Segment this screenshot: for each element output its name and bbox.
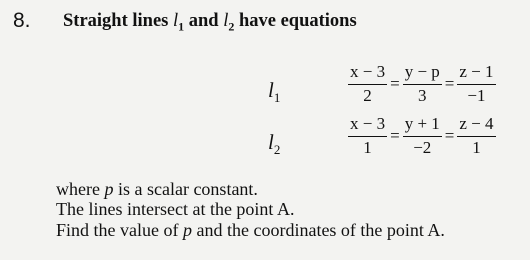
text-line-3: Find the value of p and the coordinates of the point A. (56, 220, 445, 240)
text-line-2: The lines intersect at the point A. (56, 199, 295, 219)
equals-sign: = (444, 126, 455, 145)
variable-p: p (182, 220, 192, 240)
line-1-equation (346, 62, 498, 106)
numerator: x − 3 (348, 114, 387, 137)
intro-line-2-symbol: $l_2$ (223, 11, 235, 34)
intro-prefix: Straight lines (63, 11, 169, 31)
line-2-equation (346, 114, 498, 158)
denominator: −1 (467, 86, 486, 105)
numerator: y + 1 (403, 114, 442, 137)
question-number: 8. (13, 9, 31, 32)
fraction (457, 114, 495, 158)
numerator: y − p (403, 62, 442, 85)
intro-line-1-symbol: $l_1$ (172, 11, 185, 34)
equals-sign: = (390, 74, 400, 93)
equals-sign: = (390, 126, 400, 145)
denominator: −2 (413, 138, 432, 157)
denominator: 3 (417, 86, 427, 105)
line-2-label: $l_2$ (268, 130, 281, 158)
fraction (403, 62, 442, 106)
numerator: z − 4 (457, 114, 495, 137)
equals-sign: = (444, 74, 455, 93)
fraction (457, 62, 495, 106)
line-1-label: $l_1$ (268, 78, 281, 106)
fraction (348, 114, 387, 158)
fraction (403, 114, 442, 158)
denominator: 1 (363, 138, 372, 157)
variable-p: p (104, 179, 114, 199)
question-intro (63, 11, 357, 35)
intro-and: and (188, 11, 219, 31)
numerator: x − 3 (348, 62, 387, 85)
numerator: z − 1 (457, 62, 495, 85)
text-line-1: where p is a scalar constant. (56, 179, 258, 199)
denominator: 2 (363, 86, 372, 105)
intro-suffix: have equations (238, 11, 357, 31)
fraction (348, 62, 387, 106)
denominator: 1 (472, 138, 481, 157)
